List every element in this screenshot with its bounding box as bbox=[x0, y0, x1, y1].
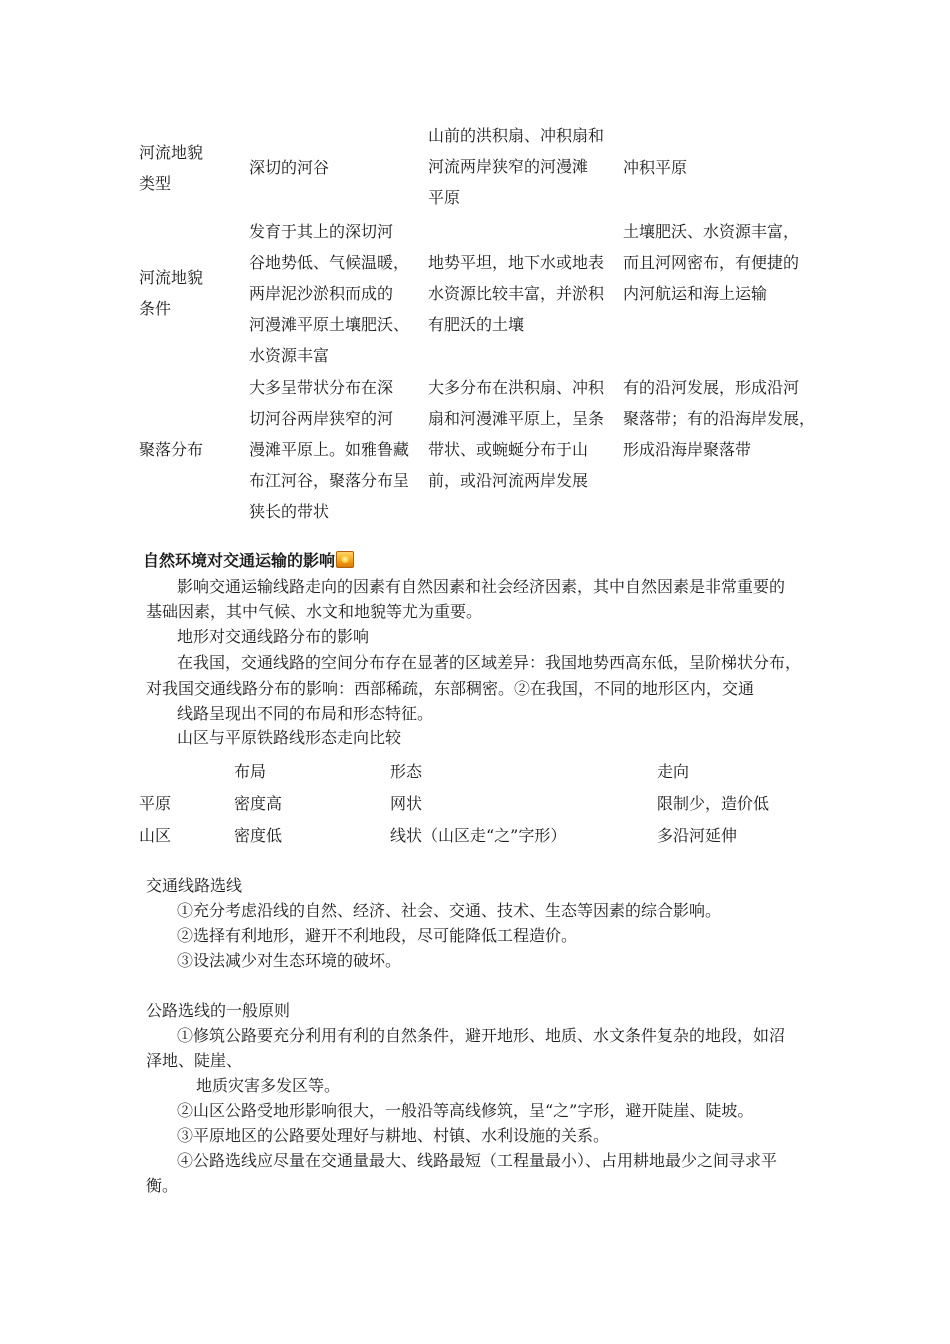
row-label: 河流地貌 类型 bbox=[139, 143, 204, 193]
paragraph-line: ①修筑公路要充分利用有利的自然条件，避开地形、地质、水文条件复杂的地段，如沼 bbox=[177, 1026, 786, 1045]
paragraph-line: ③平原地区的公路要处理好与耕地、村镇、水利设施的关系。 bbox=[177, 1126, 610, 1145]
section-title: 交通线路选线 bbox=[146, 876, 243, 895]
section-title: 公路选线的一般原则 bbox=[146, 1001, 291, 1020]
table-cell: 限制少，造价低 bbox=[657, 794, 770, 813]
row-label: 平原 bbox=[139, 794, 172, 813]
paragraph-line: 衡。 bbox=[146, 1176, 179, 1195]
picture-icon bbox=[336, 551, 354, 568]
table-cell: 线状（山区走“之”字形） bbox=[390, 826, 567, 845]
row-label: 山区 bbox=[139, 826, 172, 845]
table-cell: 密度高 bbox=[234, 794, 283, 813]
row-label: 河流地貌 条件 bbox=[139, 268, 204, 318]
paragraph-line: 在我国，交通线路的空间分布存在显著的区域差异：我国地势西高东低，呈阶梯状分布， bbox=[177, 653, 802, 672]
paragraph-line: 地质灾害多发区等。 bbox=[196, 1076, 341, 1095]
table-cell: 山前的洪积扇、冲积扇和 河流两岸狭窄的河漫滩 平原 bbox=[428, 126, 605, 207]
subtitle: 地形对交通线路分布的影响 bbox=[177, 627, 370, 646]
table-cell: 地势平坦，地下水或地表 水资源比较丰富，并淤积 有肥沃的土壤 bbox=[428, 253, 605, 334]
section-heading: 自然环境对交通运输的影响 bbox=[143, 550, 354, 572]
paragraph-line: ④公路选线应尽量在交通量最大、线路最短（工程量最小）、占用耕地最少之间寻求平 bbox=[177, 1151, 778, 1170]
table-cell: 大多分布在洪积扇、冲积 扇和河漫滩平原上，呈条 带状、或蜿蜒分布于山 前，或沿河流两岸发展 bbox=[428, 378, 605, 490]
table-cell: 深切的河谷 bbox=[249, 158, 330, 177]
table-cell: 发育于其上的深切河 谷地势低、气候温暖， 两岸泥沙淤积而成的 河漫滩平原土壤肥沃、 水资源丰富 bbox=[249, 222, 410, 365]
list-item: ③设法减少对生态环境的破坏。 bbox=[177, 951, 402, 970]
intro-line: 基础因素，其中气候、水文和地貌等尤为重要。 bbox=[146, 602, 483, 621]
table-cell: 大多呈带状分布在深 切河谷两岸狭窄的河 漫滩平原上。如雅鲁藏 布江河谷，聚落分布呈 狭长的带状 bbox=[249, 378, 410, 521]
column-header: 布局 bbox=[234, 762, 267, 781]
paragraph-line: 泽地、陡崖、 bbox=[146, 1051, 243, 1070]
subtitle: 山区与平原铁路线形态走向比较 bbox=[177, 728, 402, 747]
table-cell: 冲积平原 bbox=[623, 158, 688, 177]
table-cell: 土壤肥沃、水资源丰富， 而且河网密布，有便捷的 内河航运和海上运输 bbox=[623, 222, 800, 303]
paragraph-line: 线路呈现出不同的布局和形态特征。 bbox=[177, 704, 434, 723]
column-header: 形态 bbox=[390, 762, 423, 781]
table-cell: 密度低 bbox=[234, 826, 283, 845]
column-header: 走向 bbox=[657, 762, 690, 781]
row-label: 聚落分布 bbox=[139, 440, 204, 459]
table-cell: 多沿河延伸 bbox=[657, 826, 738, 845]
paragraph-line: ②山区公路受地形影响很大，一般沿等高线修筑，呈“之”字形，避开陡崖、陡坡。 bbox=[177, 1101, 754, 1120]
list-item: ①充分考虑沿线的自然、经济、社会、交通、技术、生态等因素的综合影响。 bbox=[177, 901, 722, 920]
list-item: ②选择有利地形，避开不利地段，尽可能降低工程造价。 bbox=[177, 926, 578, 945]
intro-line: 影响交通运输线路走向的因素有自然因素和社会经济因素，其中自然因素是非常重要的 bbox=[177, 577, 786, 596]
paragraph-line: 对我国交通线路分布的影响：西部稀疏，东部稠密。②在我国，不同的地形区内，交通 bbox=[146, 679, 755, 698]
table-cell: 网状 bbox=[390, 794, 423, 813]
table-cell: 有的沿河发展，形成沿河 聚落带；有的沿海岸发展， 形成沿海岸聚落带 bbox=[623, 378, 816, 459]
